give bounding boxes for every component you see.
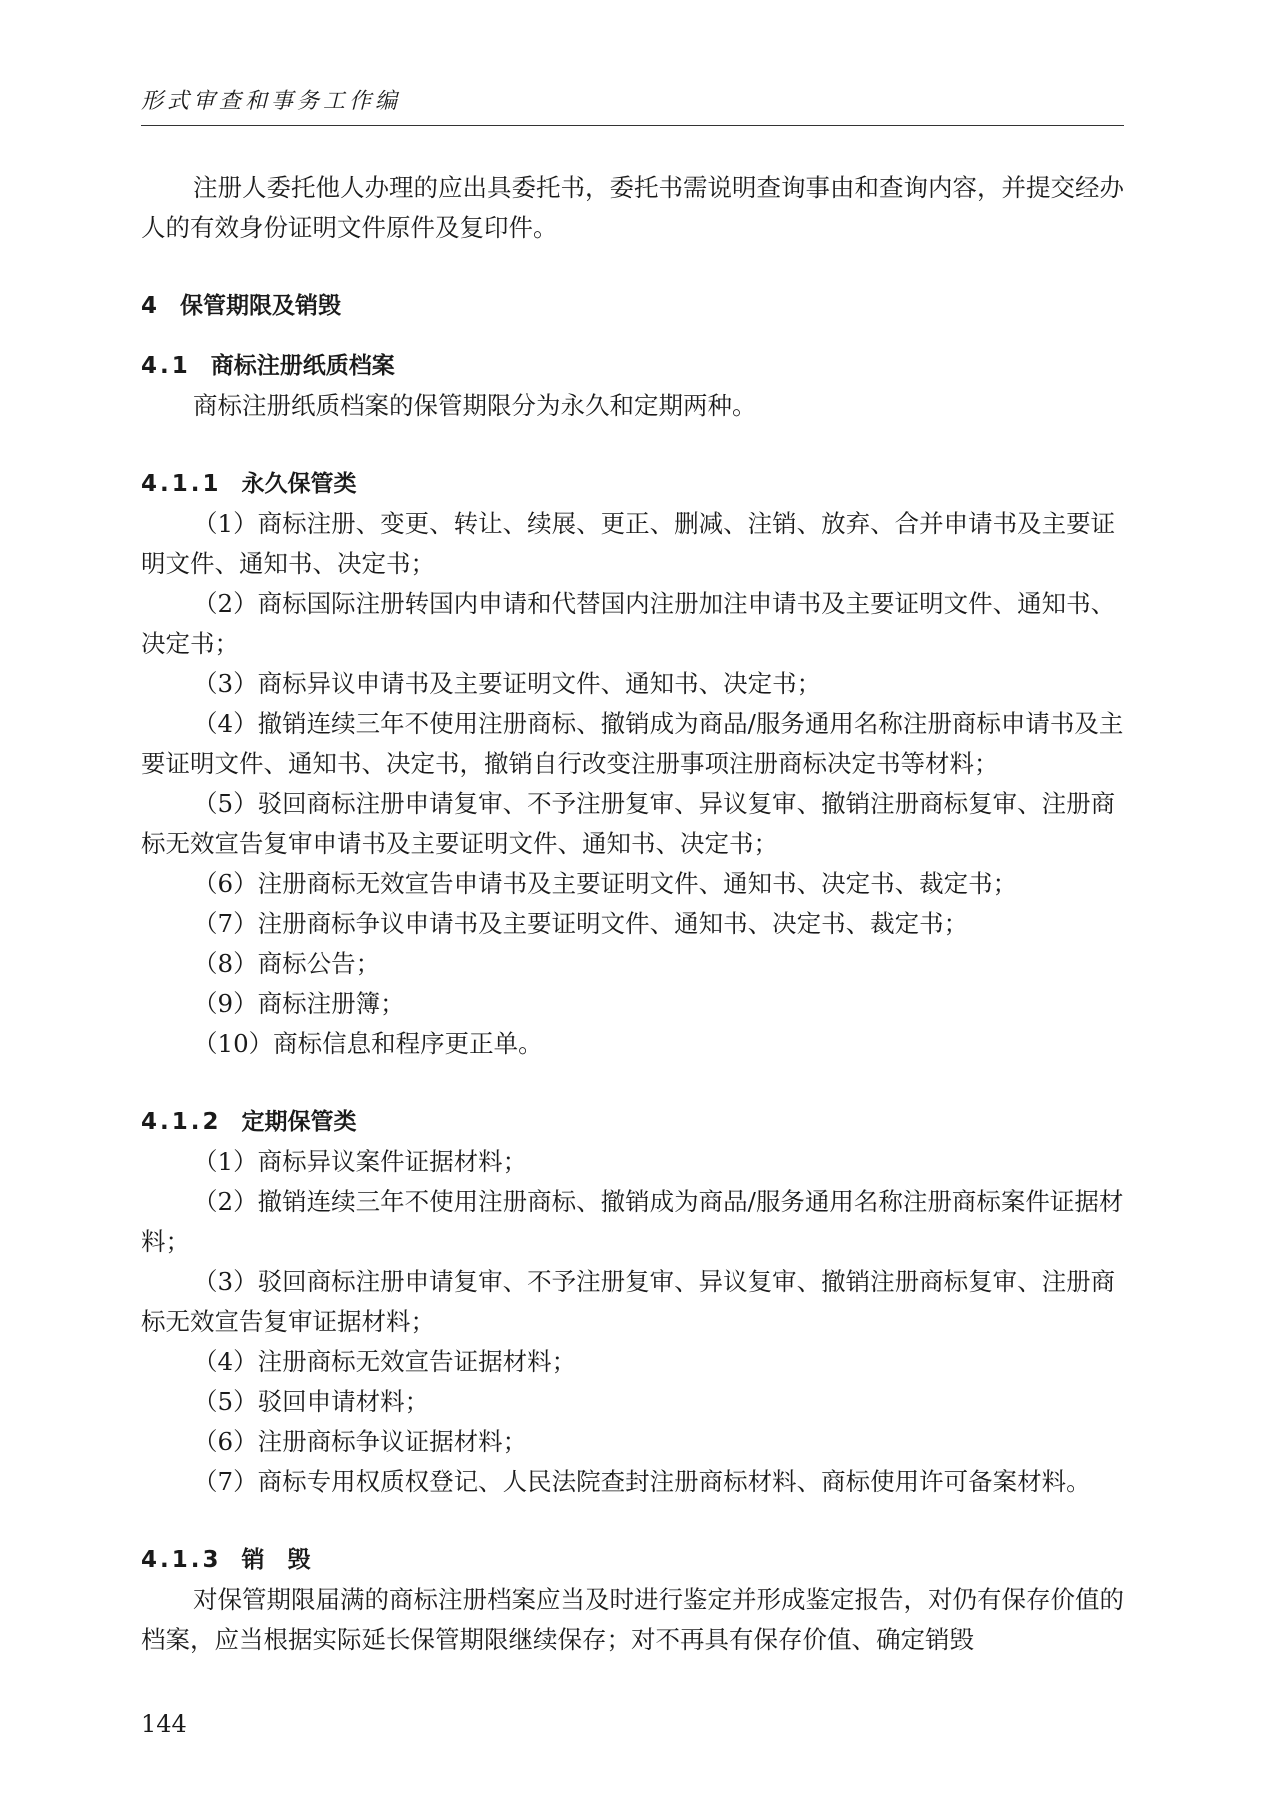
page-number: 144	[141, 1710, 187, 1738]
list-item: （8）商标公告；	[193, 949, 381, 978]
list-item: （2）撤销连续三年不使用注册商标、撤销成为商品/服务通用名称注册商标案件证据材料；	[141, 1187, 1124, 1256]
header-rule	[141, 125, 1124, 126]
list-item: （5）驳回商标注册申请复审、不予注册复审、异议复审、撤销注册商标复审、注册商标无效宣告复审申请书及主要证明文件、通知书、决定书；	[141, 789, 1116, 858]
section-4-title: 保管期限及销毁	[180, 293, 342, 319]
section-4-1-3-text: 对保管期限届满的商标注册档案应当及时进行鉴定并形成鉴定报告，对仍有保存价值的档案，应当根据实际延长保管期限继续保存；对不再具有保存价值、确定销毁	[141, 1585, 1124, 1654]
section-4-1-2-number: 4.1.2	[141, 1109, 222, 1135]
section-4-1-2-title: 定期保管类	[241, 1109, 357, 1135]
list-item: （7）商标专用权质权登记、人民法院查封注册商标材料、商标使用许可备案材料。	[193, 1467, 1091, 1496]
section-4-1-3-title: 销 毁	[241, 1547, 311, 1573]
section-4-1-number: 4.1	[141, 353, 191, 379]
list-item: （4）注册商标无效宣告证据材料；	[193, 1347, 577, 1376]
list-item: （3）商标异议申请书及主要证明文件、通知书、决定书；	[193, 669, 822, 698]
section-4-number: 4	[141, 293, 161, 319]
section-4-1-1-heading	[141, 464, 1124, 504]
list-item: （3）驳回商标注册申请复审、不予注册复审、异议复审、撤销注册商标复审、注册商标无效宣告复审证据材料；	[141, 1267, 1116, 1336]
intro-paragraph: 注册人委托他人办理的应出具委托书，委托书需说明查询事由和查询内容，并提交经办人的有效身份证明文件原件及复印件。	[141, 173, 1124, 242]
list-item: （2）商标国际注册转国内申请和代替国内注册加注申请书及主要证明文件、通知书、决定书；	[141, 589, 1116, 658]
list-item: （7）注册商标争议申请书及主要证明文件、通知书、决定书、裁定书；	[193, 909, 969, 938]
section-4-1-1-title: 永久保管类	[241, 471, 357, 497]
list-item: （6）注册商标争议证据材料；	[193, 1427, 528, 1456]
section-4-1-1-number: 4.1.1	[141, 471, 222, 497]
running-header: 形式审查和事务工作编	[141, 89, 402, 114]
section-4-1-heading	[141, 346, 1124, 386]
section-4-1-text: 商标注册纸质档案的保管期限分为永久和定期两种。	[193, 391, 757, 420]
section-4-1-title: 商标注册纸质档案	[210, 353, 395, 379]
page-body	[141, 168, 1124, 1660]
list-item: （6）注册商标无效宣告申请书及主要证明文件、通知书、决定书、裁定书；	[193, 869, 1018, 898]
list-item: （9）商标注册簿；	[193, 989, 405, 1018]
section-4-1-3-number: 4.1.3	[141, 1547, 222, 1573]
list-item: （1）商标注册、变更、转让、续展、更正、删减、注销、放弃、合并申请书及主要证明文件、通知书、决定书；	[141, 509, 1116, 578]
list-item: （1）商标异议案件证据材料；	[193, 1147, 528, 1176]
list-item: （4）撤销连续三年不使用注册商标、撤销成为商品/服务通用名称注册商标申请书及主要证明文件、通知书、决定书，撤销自行改变注册事项注册商标决定书等材料；	[141, 709, 1124, 778]
section-4-1-2-heading	[141, 1102, 1124, 1142]
list-item: （10）商标信息和程序更正单。	[193, 1029, 543, 1058]
section-4-1-3-heading	[141, 1540, 1124, 1580]
section-4-heading	[141, 286, 1124, 326]
list-item: （5）驳回申请材料；	[193, 1387, 430, 1416]
